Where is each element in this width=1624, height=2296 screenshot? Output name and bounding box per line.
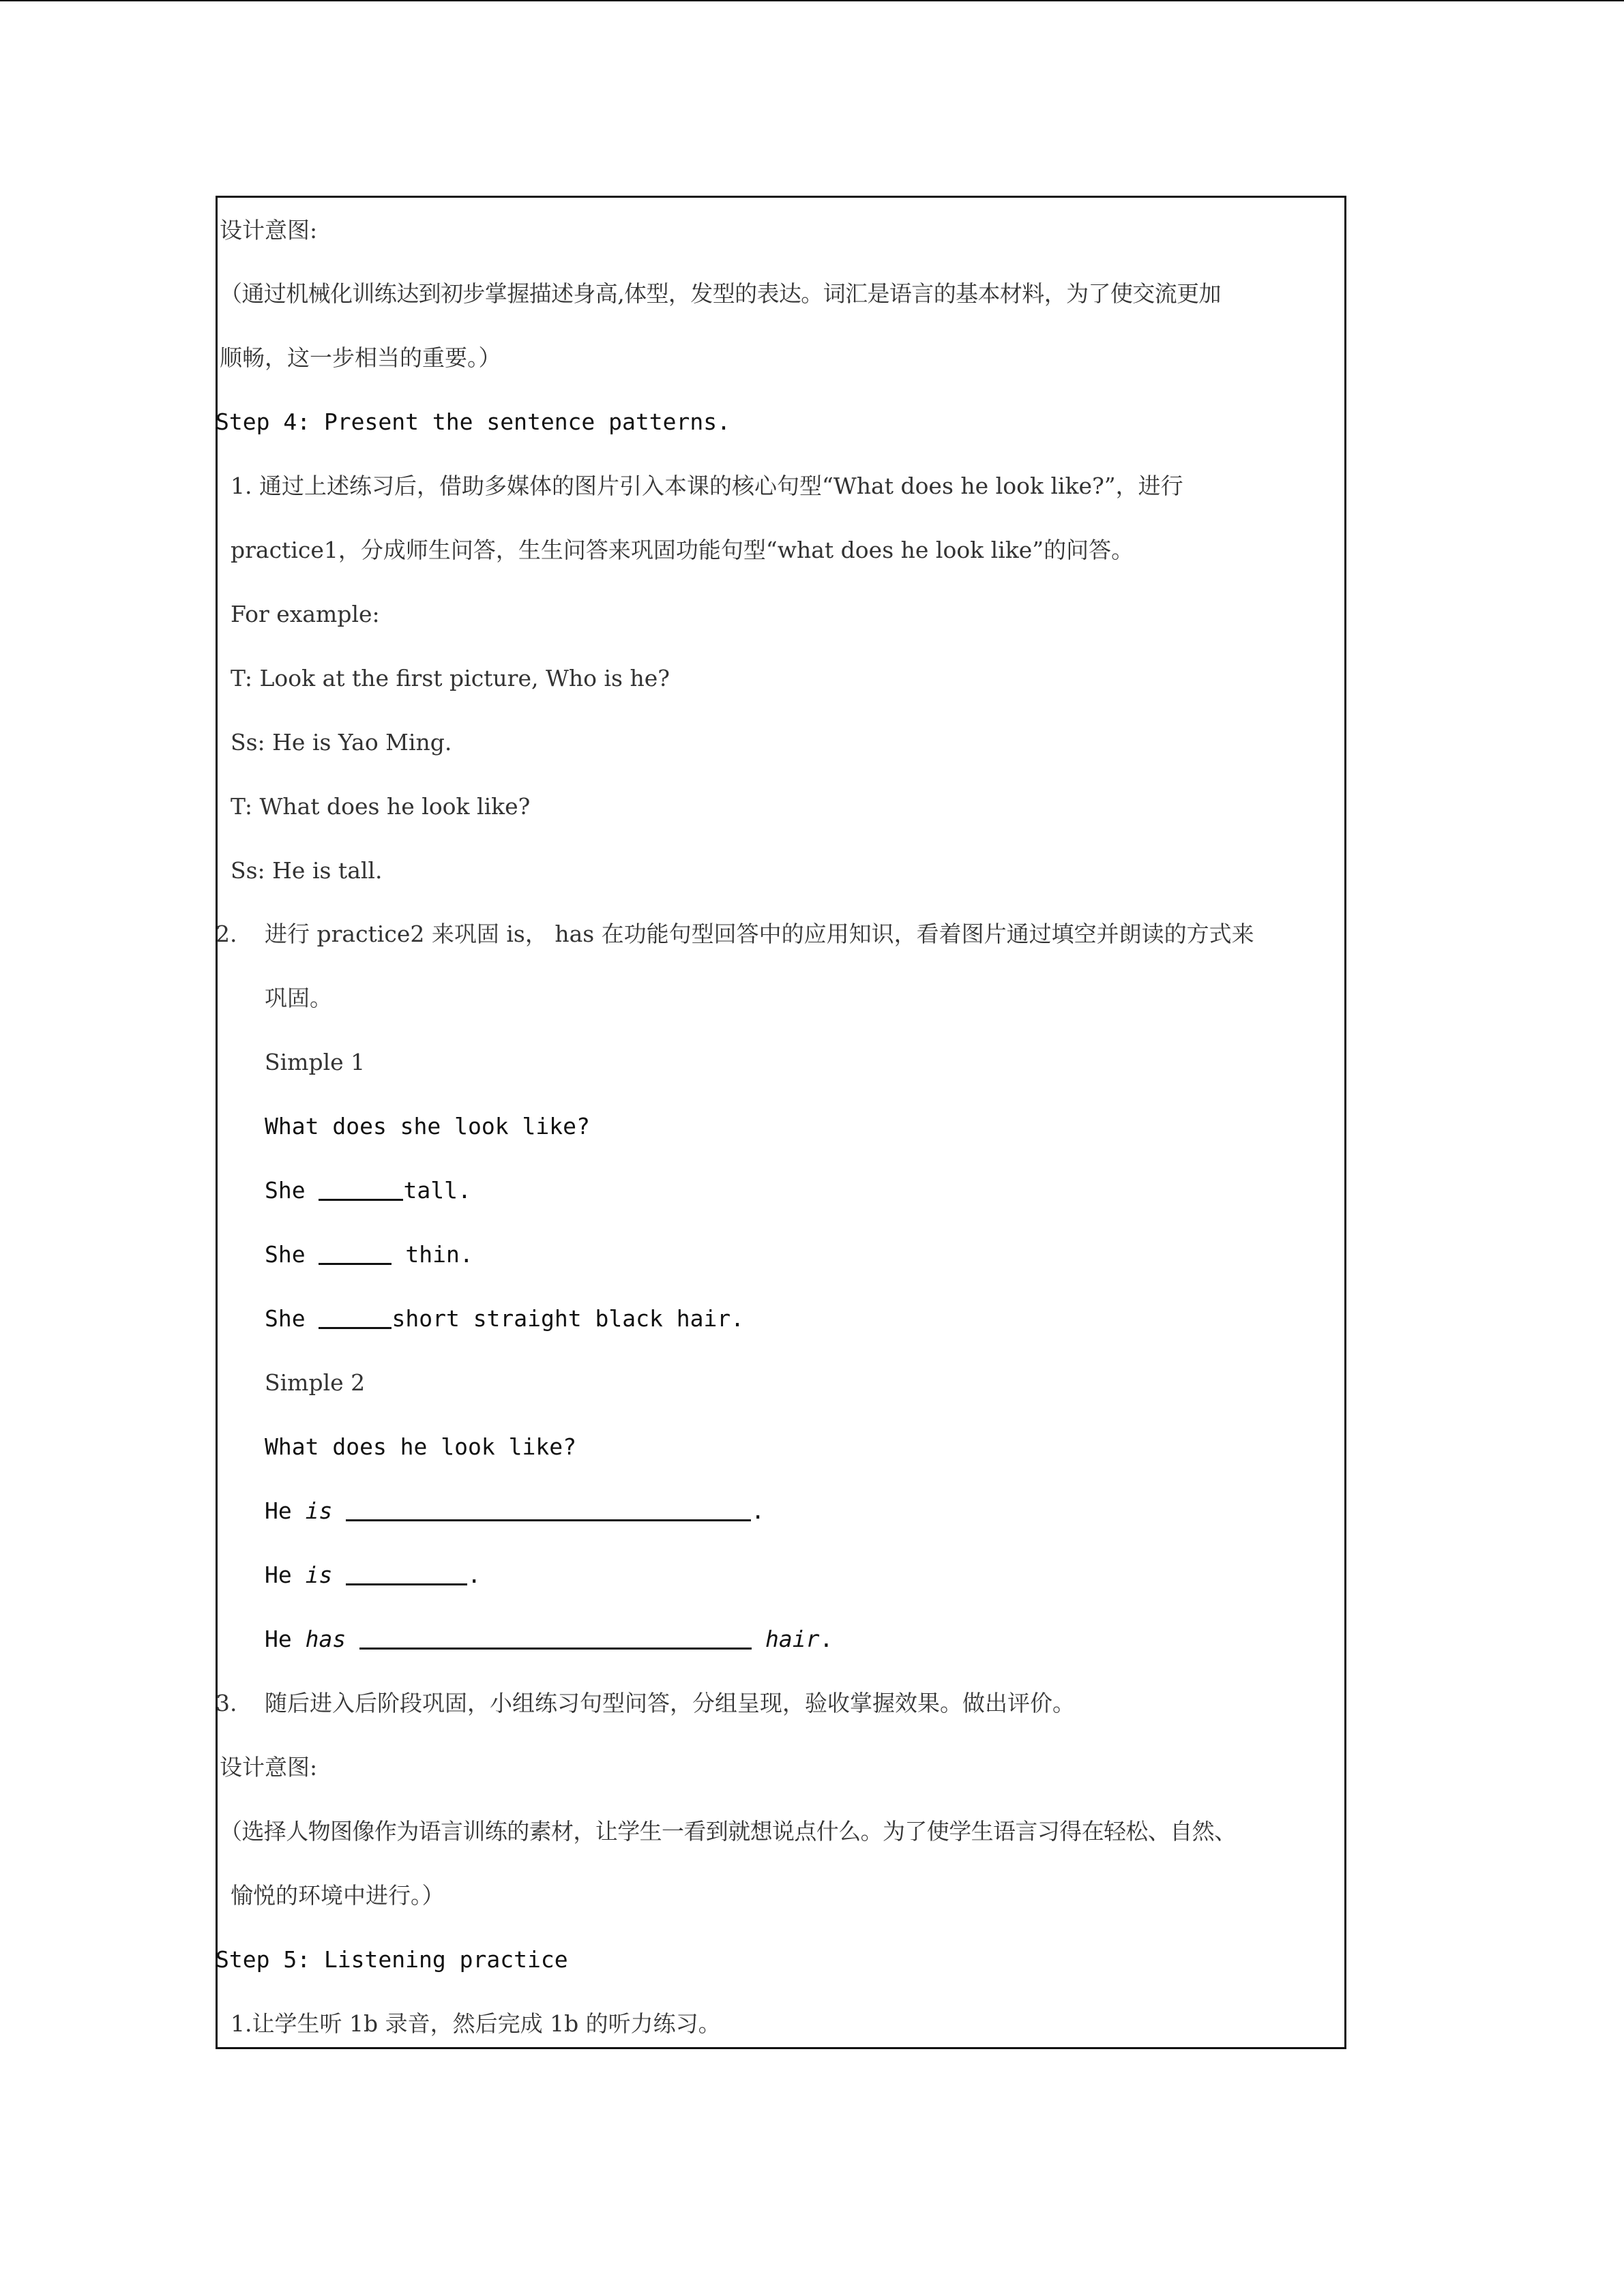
design-intent-text-2b: 愉悦的环境中进行。） xyxy=(231,1882,445,1909)
item-1-line-1: 1. 通过上述练习后，借助多媒体的图片引入本课的核心句型“What does he look like?”，进行 xyxy=(231,473,1183,499)
fill-blank xyxy=(319,1307,392,1329)
answer-subject: He xyxy=(265,1626,306,1652)
item-3-number: 3. xyxy=(216,1690,237,1716)
design-intent-text-2a: （选择人物图像作为语言训练的素材，让学生一看到就想说点什么。为了使学生语言习得在轻松、自然、 xyxy=(220,1818,1237,1845)
design-intent-title-1: 设计意图: xyxy=(220,217,318,243)
simple-1-answer-3 xyxy=(265,1305,744,1332)
answer-rest: . xyxy=(751,1497,765,1524)
answer-rest: short straight black hair. xyxy=(392,1305,745,1332)
item-2-number: 2. xyxy=(216,921,237,947)
fill-blank xyxy=(346,1563,467,1585)
simple-2-answer-2 xyxy=(265,1562,481,1589)
simple-1-label: Simple 1 xyxy=(265,1049,366,1075)
item-3-text: 随后进入后阶段巩固，小组练习句型问答，分组呈现，验收掌握效果。做出评价。 xyxy=(265,1690,1075,1716)
answer-rest: thin. xyxy=(392,1241,473,1268)
answer-rest: . xyxy=(467,1562,482,1588)
item-2-text-1: 进行 practice2 来巩固 is， has 在功能句型回答中的应用知识，看着图片通过填空并朗读的方式来 xyxy=(265,921,1254,947)
item-3-line xyxy=(216,1690,1075,1717)
simple-1-answer-2 xyxy=(265,1241,473,1268)
answer-verb: has xyxy=(305,1626,346,1652)
step-5-item-1: 1.让学生听 1b 录音，然后完成 1b 的听力练习。 xyxy=(231,2010,721,2037)
dialog-line-4: Ss: He is tall. xyxy=(231,857,383,884)
simple-2-label: Simple 2 xyxy=(265,1369,366,1396)
step-5-heading: Step 5: Listening practice xyxy=(216,1946,568,1973)
simple-2-question: What does he look like? xyxy=(265,1433,576,1460)
answer-subject: She xyxy=(265,1241,319,1268)
fill-blank xyxy=(346,1499,751,1521)
answer-subject: He xyxy=(265,1562,306,1588)
dialog-line-2: Ss: He is Yao Ming. xyxy=(231,729,452,756)
item-1-line-2: practice1，分成师生问答，生生问答来巩固功能句型“what does he look like”的问答。 xyxy=(231,537,1134,563)
fill-blank xyxy=(319,1178,403,1201)
design-intent-text-1b: 顺畅，这一步相当的重要。） xyxy=(220,344,501,371)
simple-1-question: What does she look like? xyxy=(265,1113,590,1139)
answer-subject: She xyxy=(265,1305,319,1332)
simple-1-answer-1 xyxy=(265,1177,471,1204)
dialog-line-3: T: What does he look like? xyxy=(231,793,531,820)
design-intent-title-2: 设计意图: xyxy=(220,1754,318,1780)
step-4-heading: Step 4: Present the sentence patterns. xyxy=(216,408,730,435)
simple-2-answer-3 xyxy=(265,1626,833,1653)
fill-blank xyxy=(359,1627,752,1650)
simple-2-answer-1 xyxy=(265,1497,765,1525)
for-example-label: For example: xyxy=(231,601,380,627)
design-intent-text-1a: （通过机械化训练达到初步掌握描述身高,体型，发型的表达。词汇是语言的基本材料，为了使交流更加 xyxy=(220,280,1221,307)
answer-subject: She xyxy=(265,1177,319,1204)
item-2-line-1 xyxy=(216,921,1254,948)
answer-subject: He xyxy=(265,1497,306,1524)
item-2-line-2: 巩固。 xyxy=(265,985,332,1011)
answer-verb: is xyxy=(305,1497,333,1524)
dialog-line-1: T: Look at the first picture, Who is he? xyxy=(231,665,670,691)
answer-verb: is xyxy=(305,1562,333,1588)
answer-rest: tall. xyxy=(403,1177,471,1204)
answer-rest: . xyxy=(819,1626,833,1652)
answer-noun: hair xyxy=(765,1626,820,1652)
fill-blank xyxy=(319,1242,392,1265)
page-top-rule xyxy=(0,0,1624,1)
